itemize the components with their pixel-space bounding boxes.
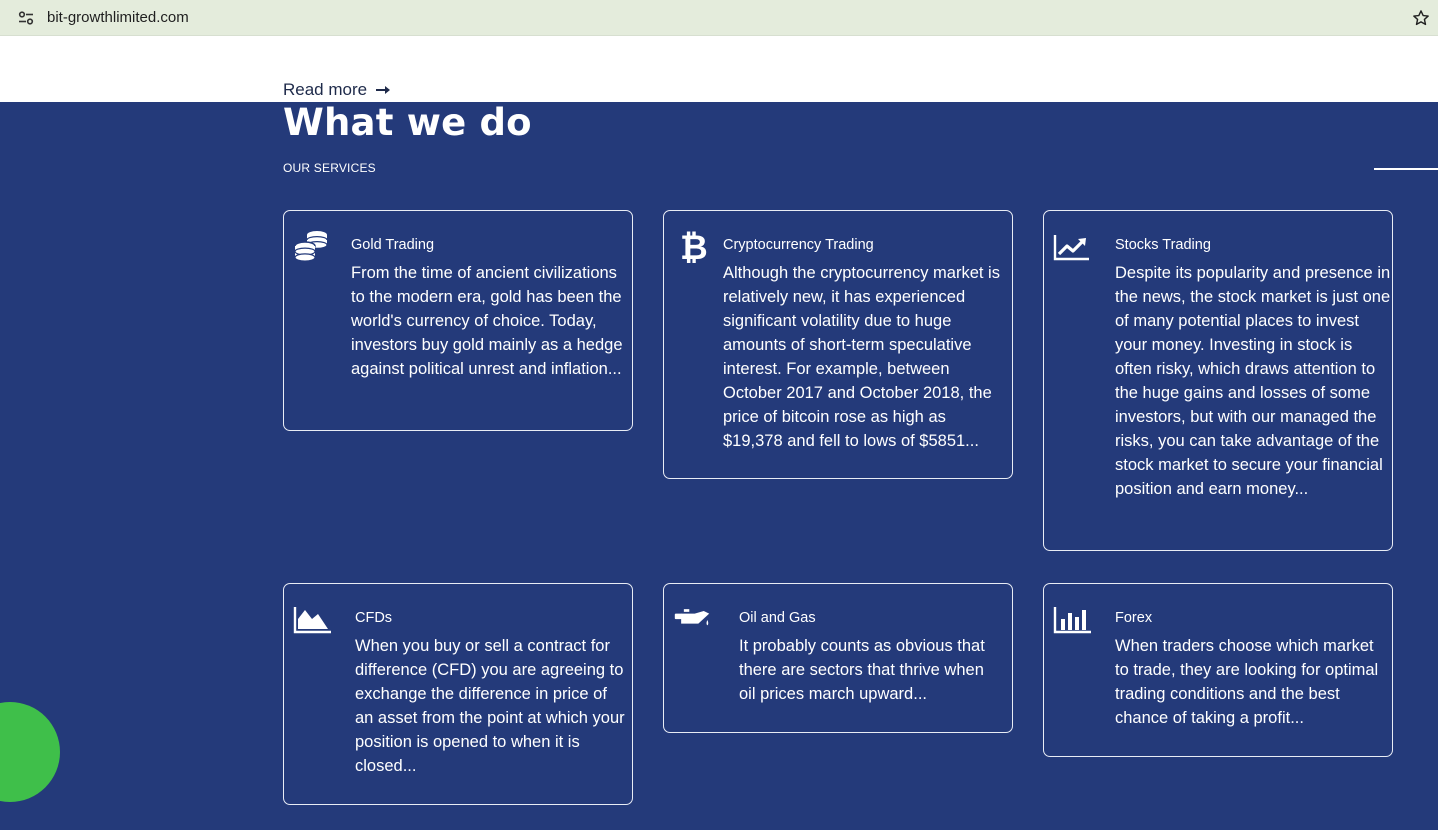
service-card-oil-and-gas[interactable] — [663, 583, 1013, 733]
chart-line-icon — [1053, 229, 1091, 265]
card-description: When you buy or sell a contract for difference (CFD) you are agreeing to exchange the difference in price of an asset from the point at which your position is opened to when it is closed... — [355, 637, 625, 775]
svg-text:₿: ₿ — [680, 229, 708, 265]
card-title: Forex — [1115, 610, 1153, 626]
bitcoin-icon — [673, 229, 711, 265]
card-title: Stocks Trading — [1115, 237, 1211, 253]
divider-line — [1374, 168, 1438, 170]
card-description: When traders choose which market to trade, they are looking for optimal trading conditions and the best chance of taking a profit... — [1115, 637, 1379, 727]
card-title: Cryptocurrency Trading — [723, 237, 874, 253]
card-description: It probably counts as obvious that there are sectors that thrive when oil prices march upward... — [739, 637, 985, 703]
read-more-link[interactable] — [283, 80, 391, 100]
star-outline-icon[interactable] — [1411, 8, 1431, 28]
intro-section — [0, 37, 1438, 102]
oil-can-icon — [673, 602, 711, 638]
service-card-cfds[interactable] — [283, 583, 633, 805]
read-more-label: Read more — [283, 80, 368, 99]
url-text[interactable]: bit-growthlimited.com — [47, 9, 189, 26]
chart-bar-icon — [1053, 602, 1091, 638]
tune-icon[interactable] — [17, 9, 35, 27]
chart-area-icon — [293, 602, 331, 638]
service-card-forex[interactable] — [1043, 583, 1393, 757]
card-title: Gold Trading — [351, 237, 435, 253]
section-title: What we do — [283, 102, 532, 144]
browser-address-bar — [0, 0, 1438, 36]
card-title: CFDs — [355, 610, 393, 626]
arrow-right-icon — [375, 84, 391, 96]
coins-icon — [293, 229, 331, 265]
card-title: Oil and Gas — [739, 610, 816, 626]
card-description: From the time of ancient civilizations to the modern era, gold has been the world's currency of choice. Today, investors buy gold mainly as a hedge against political unrest and inflation... — [351, 264, 623, 378]
service-card-gold-trading[interactable] — [283, 210, 633, 431]
service-card-cryptocurrency-trading[interactable] — [663, 210, 1013, 479]
card-description: Although the cryptocurrency market is relatively new, it has experienced significant volatility due to huge amounts of short-term speculative interest. For example, between October 2017 and October 2018, the price of bitcoin rose as high as $19,378 and fell to lows of $5851... — [723, 264, 1000, 450]
services-section — [0, 102, 1438, 830]
card-description: Despite its popularity and presence in the news, the stock market is just one of many potential places to invest your money. Investing in stock is often risky, which draws attention to the huge gains and losses of some investors, but with our managed the risks, you can take advantage of the stock market to secure your financial position and earn money... — [1115, 264, 1391, 498]
service-card-stocks-trading[interactable] — [1043, 210, 1393, 551]
section-subtitle: OUR SERVICES — [283, 161, 376, 175]
